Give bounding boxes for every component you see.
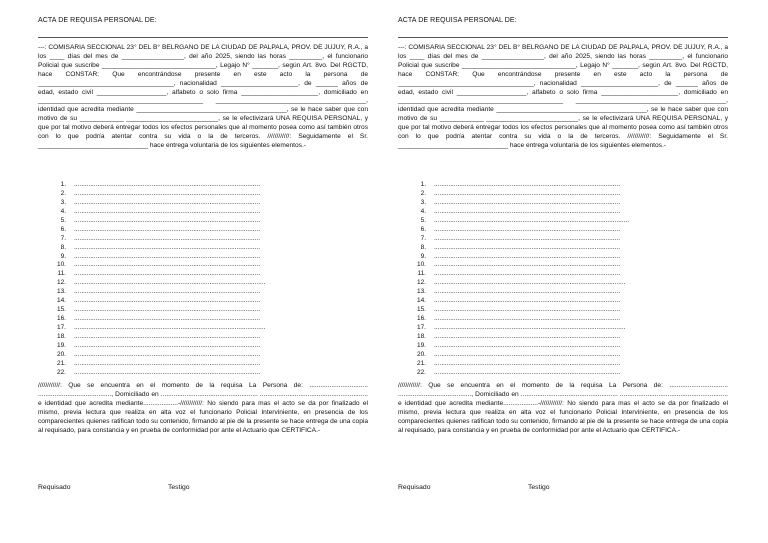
item-number: 2. [60, 189, 66, 197]
item-blank-line: ....................................................................................................... [74, 252, 261, 260]
item-blank-line: ....................................................................................................... [434, 261, 621, 269]
item-number: 20. [56, 350, 66, 358]
item-blank-line: ....................................................................................................... [74, 198, 261, 206]
item-blank-line: .......................................................................................................... [434, 279, 626, 287]
item-number: 18. [56, 332, 66, 340]
list-item [413, 244, 629, 253]
list-item [53, 226, 265, 235]
item-blank-line: .......................................................................................................... [74, 279, 266, 287]
item-blank-line: ....................................................................................................... [434, 252, 621, 260]
item-number: 6. [420, 225, 426, 233]
list-item [413, 199, 629, 208]
list-item [53, 360, 265, 369]
item-blank-line: ....................................................................................................... [434, 332, 621, 340]
item-number: 15. [56, 306, 66, 314]
item-number: 15. [416, 306, 426, 314]
item-blank-line: ....................................................................................................... [434, 350, 621, 358]
list-item [53, 235, 265, 244]
item-blank-line: ....................................................................................................... [434, 270, 621, 278]
item-blank-line: ....................................................................................................... [74, 234, 261, 242]
item-blank-line: ....................................................................................................... [74, 189, 261, 197]
list-item [413, 297, 629, 306]
item-blank-line: ....................................................................................................... [74, 297, 261, 305]
item-blank-line: ....................................................................................................... [74, 359, 261, 367]
list-item [53, 315, 265, 324]
list-item [413, 351, 629, 360]
item-blank-line: ....................................................................................................... [74, 306, 261, 314]
item-number: 1. [420, 181, 426, 188]
item-number: 13. [416, 288, 426, 296]
item-blank-line: ....................................................................................................... [74, 207, 261, 215]
item-number: 21. [416, 359, 426, 367]
item-number: 11. [417, 270, 426, 278]
list-item [413, 190, 629, 199]
item-blank-line: .......................................................................................................... [74, 324, 266, 331]
intro-paragraph: ---: COMISARIA SECCIONAL 23° DEL B° BELRGANO DE LA CIUDAD DE PALPALA, PROV. DE JUJUY, R.A., a los ____ días del mes de _________________, del año 2025, siendo las horas _________, el funcionario Policial que suscribe _______________________________, Legajo N° _______, según Art. 8vo. Del RGCTD, hace CONSTAR: Que encontrándose presente en este acto la persona de _____________________________________, nacionalidad _____________________, de ______ años de edad, estado civil ___________________, alfabeto o solo firma _____________________, domiciliado en _____________________________________________ _________________________________________, identidad que acredita mediante _________________________________________, se le hace saber que con motivo de su ____________ _________________________, se le efectivizará UNA REQUISA PERSONAL, y que por tal motivo deberá entregar todos los efectos personales que al momento posea como así también otros con lo que podría atentar contra su vida o la de terceros. ////////////: Seguidamente el Sr. ______________________________ hace entrega voluntaria de los siguientes elementos.- [38, 44, 368, 149]
list-item [413, 270, 629, 279]
item-number: 9. [420, 252, 426, 260]
item-number: 12. [56, 279, 66, 287]
signature-testigo: Testigo [168, 484, 190, 491]
item-number: 11. [57, 270, 66, 278]
item-number: 4. [60, 207, 66, 215]
item-number: 12. [416, 279, 426, 287]
title-divider [38, 37, 368, 38]
list-item [53, 306, 265, 315]
list-item [53, 369, 265, 378]
item-number: 8. [60, 243, 66, 251]
closing-paragraph: ////////////: Que se encuentra en el momento de la requisa La Persona de: ................................ ........................................, Domiciliado en ..................................................... ........................................................... e identidad que acredita mediante...................-////////////: No siendo para mas el acto se da por finalizado el mismo, previa lectura que realiza en alta voz el funcionario Policial Interviniente, en presencia de los comparecientes quienes ratifican todo su contenido, firmando al pie de la presente se hace entrega de una copia al requisado, para constancia y en prueba de conformidad por ante el Actuario que CERTIFICA.- [398, 382, 728, 434]
requisa-form-left [38, 0, 373, 543]
item-number: 3. [420, 198, 426, 206]
list-item [53, 181, 265, 190]
list-item [53, 261, 265, 270]
item-number: 3. [60, 198, 66, 206]
item-number: 2. [420, 189, 426, 197]
item-blank-line: ....................................................................................................... [74, 368, 261, 376]
list-item [53, 217, 265, 226]
item-blank-line: ....................................................................................................... [434, 306, 621, 314]
item-number: 14. [56, 297, 66, 305]
list-item [53, 297, 265, 306]
list-item [53, 333, 265, 342]
item-number: 6. [60, 225, 66, 233]
signature-requisado: Requisado [398, 484, 431, 491]
list-item [53, 199, 265, 208]
list-item [413, 369, 629, 378]
item-blank-line: ............................................................................................................ [434, 216, 630, 224]
item-blank-line: ....................................................................................................... [434, 181, 621, 188]
list-item [413, 315, 629, 324]
item-number: 5. [420, 216, 426, 224]
list-item [413, 208, 629, 217]
list-item [413, 333, 629, 342]
item-number: 17. [56, 324, 66, 331]
list-item [413, 324, 629, 333]
item-blank-line: ....................................................................................................... [74, 315, 261, 323]
item-blank-line: ....................................................................................................... [74, 332, 261, 340]
signature-requisado: Requisado [38, 484, 71, 491]
item-blank-line: ....................................................................................................... [434, 368, 621, 376]
item-blank-line: ....................................................................................................... [434, 341, 621, 349]
item-number: 19. [416, 341, 426, 349]
items-list [413, 181, 629, 378]
item-number: 9. [60, 252, 66, 260]
item-blank-line: ....................................................................................................... [434, 207, 621, 215]
list-item [53, 190, 265, 199]
requisa-form-right [398, 0, 733, 543]
item-blank-line: ....................................................................................................... [434, 234, 621, 242]
item-number: 8. [420, 243, 426, 251]
signature-testigo: Testigo [528, 484, 550, 491]
intro-paragraph: ---: COMISARIA SECCIONAL 23° DEL B° BELRGANO DE LA CIUDAD DE PALPALA, PROV. DE JUJUY, R.A., a los ____ días del mes de _________________, del año 2025, siendo las horas _________, el funcionario Policial que suscribe _______________________________, Legajo N° _______, según Art. 8vo. Del RGCTD, hace CONSTAR: Que encontrándose presente en este acto la persona de _____________________________________, nacionalidad _____________________, de ______ años de edad, estado civil ___________________, alfabeto o solo firma _____________________, domiciliado en _____________________________________________ _________________________________________, identidad que acredita mediante _________________________________________, se le hace saber que con motivo de su ____________ _________________________, se le efectivizará UNA REQUISA PERSONAL, y que por tal motivo deberá entregar todos los efectos personales que al momento posea como así también otros con lo que podría atentar contra su vida o la de terceros. ////////////: Seguidamente el Sr. ______________________________ hace entrega voluntaria de los siguientes elementos.- [398, 44, 728, 149]
list-item [53, 208, 265, 217]
form-title: ACTA DE REQUISA PERSONAL DE: [398, 17, 517, 24]
list-item [53, 288, 265, 297]
list-item [413, 288, 629, 297]
list-item [53, 270, 265, 279]
list-item [53, 351, 265, 360]
closing-paragraph: ////////////: Que se encuentra en el momento de la requisa La Persona de: ................................ ........................................, Domiciliado en ..................................................... ........................................................... e identidad que acredita mediante...................-////////////: No siendo para mas el acto se da por finalizado el mismo, previa lectura que realiza en alta voz el funcionario Policial Interviniente, en presencia de los comparecientes quienes ratifican todo su contenido, firmando al pie de la presente se hace entrega de una copia al requisado, para constancia y en prueba de conformidad por ante el Actuario que CERTIFICA.- [38, 382, 368, 434]
item-blank-line: ....................................................................................................... [434, 189, 621, 197]
item-blank-line: ....................................................................................................... [434, 315, 621, 323]
item-number: 20. [416, 350, 426, 358]
item-number: 10. [56, 261, 66, 269]
items-list [53, 181, 265, 378]
item-blank-line: ....................................................................................................... [74, 181, 261, 188]
item-number: 21. [56, 359, 66, 367]
item-blank-line: ....................................................................................................... [434, 297, 621, 305]
item-number: 7. [60, 234, 66, 242]
list-item [413, 279, 629, 288]
list-item [413, 181, 629, 190]
form-title: ACTA DE REQUISA PERSONAL DE: [38, 17, 157, 24]
item-number: 18. [416, 332, 426, 340]
list-item [413, 306, 629, 315]
item-blank-line: ....................................................................................................... [434, 359, 621, 367]
list-item [413, 360, 629, 369]
item-blank-line: ....................................................................................................... [74, 225, 261, 233]
item-blank-line: ....................................................................................................... [434, 198, 621, 206]
item-number: 22. [56, 368, 66, 376]
list-item [413, 217, 629, 226]
item-number: 13. [56, 288, 66, 296]
item-blank-line: ....................................................................................................... [74, 288, 261, 296]
item-number: 16. [56, 315, 66, 323]
item-blank-line: ....................................................................................................... [74, 350, 261, 358]
list-item [413, 261, 629, 270]
item-blank-line: ....................................................................................................... [434, 243, 621, 251]
list-item [53, 244, 265, 253]
item-number: 1. [60, 181, 66, 188]
item-number: 14. [416, 297, 426, 305]
item-blank-line: .......................................................................................................... [434, 324, 626, 331]
item-number: 4. [420, 207, 426, 215]
item-number: 22. [416, 368, 426, 376]
list-item [53, 324, 265, 333]
item-blank-line: ....................................................................................................... [74, 270, 261, 278]
list-item [413, 226, 629, 235]
item-blank-line: ....................................................................................................... [74, 261, 261, 269]
item-blank-line: ....................................................................................................... [74, 243, 261, 251]
item-blank-line: ....................................................................................................... [74, 341, 261, 349]
list-item [53, 279, 265, 288]
item-number: 5. [60, 216, 66, 224]
list-item [413, 235, 629, 244]
list-item [413, 342, 629, 351]
item-number: 16. [416, 315, 426, 323]
item-number: 7. [420, 234, 426, 242]
title-divider [398, 37, 728, 38]
list-item [53, 342, 265, 351]
item-number: 19. [56, 341, 66, 349]
item-number: 17. [416, 324, 426, 331]
list-item [53, 253, 265, 262]
item-blank-line: ....................................................................................................... [434, 288, 621, 296]
list-item [413, 253, 629, 262]
item-blank-line: ....................................................................................................... [74, 216, 261, 224]
item-blank-line: ....................................................................................................... [434, 225, 621, 233]
item-number: 10. [416, 261, 426, 269]
